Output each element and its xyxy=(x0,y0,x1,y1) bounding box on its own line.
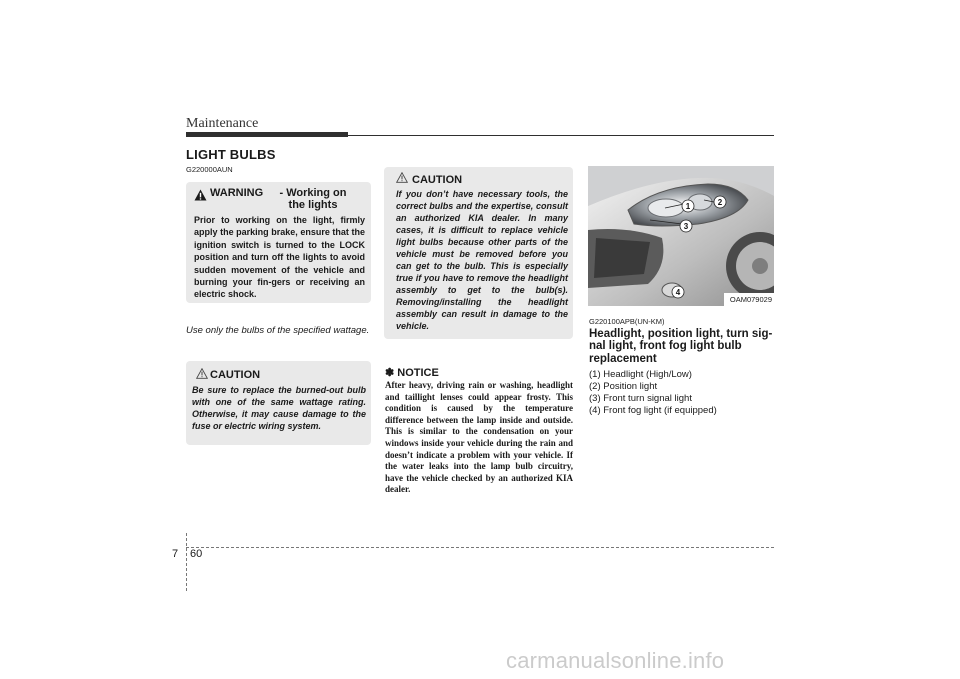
list-item: (4) Front fog light (if equipped) xyxy=(589,405,717,416)
callout-3 xyxy=(680,220,692,232)
figure-caption: OAM079029 xyxy=(729,295,772,304)
svg-text:4: 4 xyxy=(675,288,681,297)
caution-triangle-icon xyxy=(196,366,208,384)
caution-box-left xyxy=(186,361,371,445)
wattage-note: Use only the bulbs of the specified wattage. xyxy=(186,325,370,336)
header-rule-thin xyxy=(348,135,774,136)
subsection-code: G220100APB(UN-KM) xyxy=(589,317,665,326)
warning-box xyxy=(186,182,371,303)
caution-triangle-icon xyxy=(396,170,408,188)
warning-title: WARNING xyxy=(210,187,264,199)
section-title: Maintenance xyxy=(186,116,259,131)
callout-1 xyxy=(682,200,694,212)
footer-divider xyxy=(186,547,774,548)
chapter-number: 7 xyxy=(172,548,179,560)
section-code: G220000AUN xyxy=(186,165,233,174)
caution-body: If you don’t have necessary tools, the correct bulbs and the expertise, consult an authorized KIA dealer. In many cases, it is difficult to replace vehicle light bulbs because other parts of the vehicle must be removed before you can get to the bulb. This is especially true if you have to remove the headlight assembly to get to the bulb(s). Removing/installing the headlight assembly can result in damage to the vehicle. xyxy=(396,189,568,331)
warning-triangle-icon xyxy=(194,188,207,206)
caution-box-middle xyxy=(384,167,573,339)
caution-body: Be sure to replace the burned-out bulb with one of the same wattage rating. Otherwise, it may cause damage to the fuse or electric wiring system. xyxy=(192,385,366,431)
svg-text:3: 3 xyxy=(683,222,689,231)
svg-text:1: 1 xyxy=(685,202,691,211)
caution-title: CAUTION xyxy=(210,369,261,381)
header-rule-dark xyxy=(186,132,348,137)
page-number: 60 xyxy=(190,548,203,560)
notice-body: After heavy, driving rain or washing, headlight and taillight lenses could appear frosty. This condition is caused by the temperature difference between the lamp inside and outside. This is similar to the condensation on your windows inside your vehicle during the rain and doesn’t indicate a problem with your vehicle. If the water leaks into the lamp bulb circuitry, have the vehicle checked by an authorized KIA dealer. xyxy=(385,380,573,495)
headlight-photo xyxy=(588,166,774,306)
headlight-illustration xyxy=(588,166,774,306)
watermark: carmanualsonline.info xyxy=(506,648,725,673)
callout-2 xyxy=(714,196,726,208)
list-item: (3) Front turn signal light xyxy=(589,393,692,404)
svg-text:2: 2 xyxy=(717,198,723,207)
warning-body: Prior to working on the light, firmly apply the parking brake, ensure that the ignition switch is turned to the LOCK position and turn off the lights to avoid sudden movement of the vehicle and burning your fin-gers or receiving an electric shock. xyxy=(194,215,365,300)
list-item: (2) Position light xyxy=(589,381,658,392)
list-item: (1) Headlight (High/Low) xyxy=(589,369,692,380)
subsection-heading: Headlight, position light, turn sig-nal light, front fog light bulb replacement xyxy=(589,328,773,365)
caution-title: CAUTION xyxy=(412,174,463,186)
callout-4 xyxy=(672,286,684,298)
warning-subtitle: - Working on the lights xyxy=(279,187,347,211)
footer-vertical-divider xyxy=(186,533,187,591)
notice-title: ✽ NOTICE xyxy=(385,367,439,379)
page-heading: LIGHT BULBS xyxy=(186,147,276,162)
